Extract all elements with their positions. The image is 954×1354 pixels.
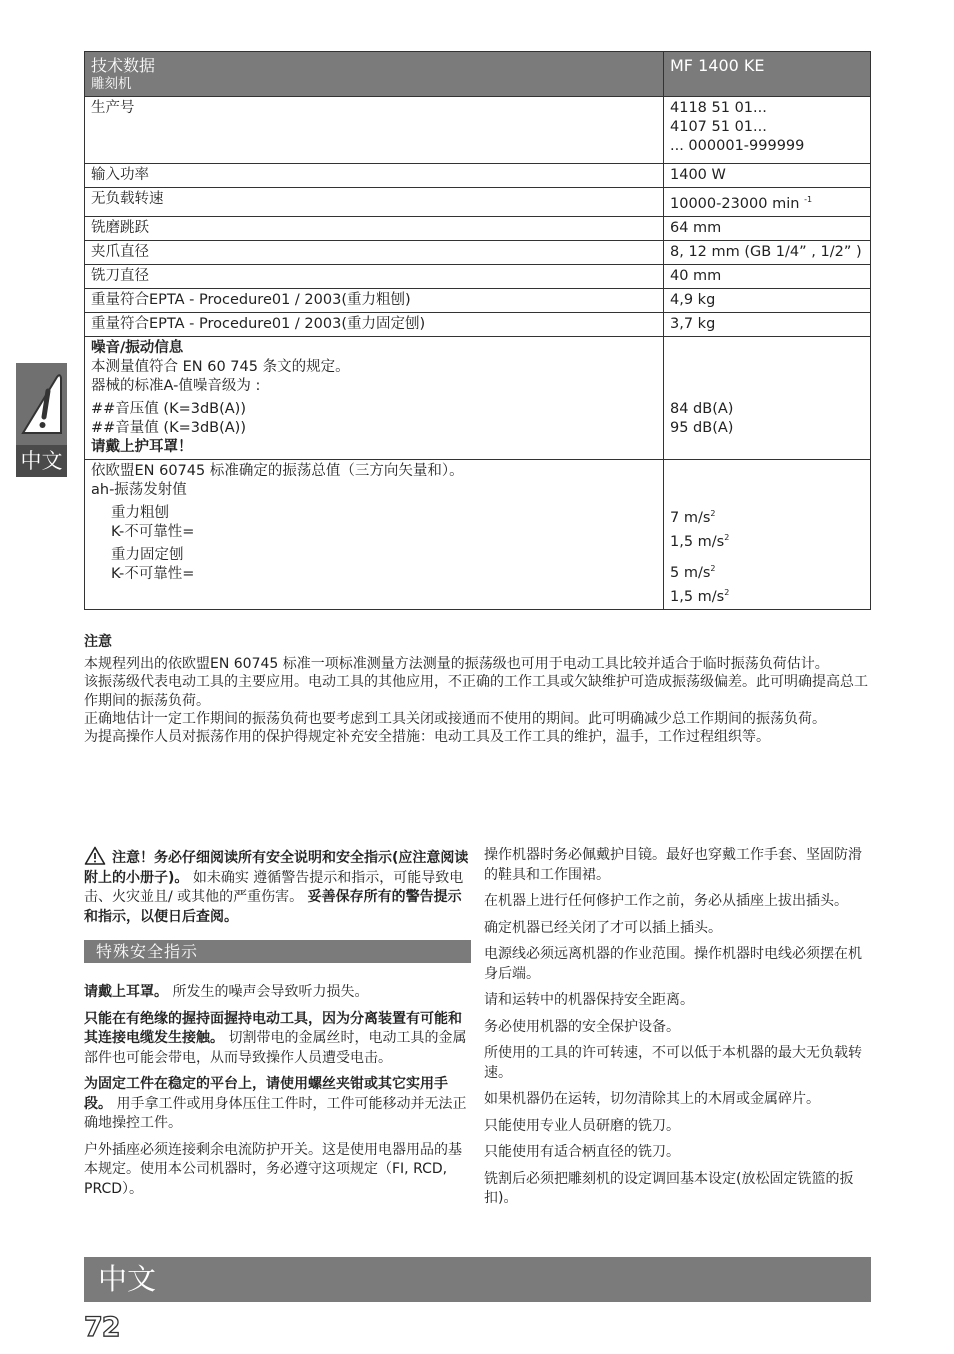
table-row: [85, 216, 871, 240]
spec-header-subtitle: 雕刻机: [91, 76, 132, 92]
safety-paragraph: 请戴上耳罩。 所发生的噪声会导致听力损失。: [84, 984, 369, 1000]
notes-paragraph: 正确地估计一定工作期间的振荡负荷也要考虑到工具关闭或接通而不使用的期间。此可明确减少总工作期间的振荡负荷。: [84, 710, 826, 727]
safety-paragraph: 确定机器已经关闭了才可以插上插头。: [484, 919, 722, 936]
spec-header-title-cell: [85, 52, 664, 97]
rough-routing-label: 重力粗刨: [111, 504, 169, 521]
safety-paragraph: 在机器上进行任何修护工作之前，务必从插座上拔出插头。: [484, 893, 848, 909]
general-warning: [84, 846, 471, 927]
row-value: 1400 W: [664, 164, 871, 188]
ear-protection-note: 请戴上护耳罩！: [91, 438, 193, 455]
notes-title: 注意: [84, 634, 112, 650]
vibration-emission-label: ah-振荡发射值: [91, 481, 187, 498]
part-number-2: 4107 51 01...: [670, 119, 767, 135]
part-number-1: 4118 51 01...: [670, 100, 767, 116]
table-row: [85, 188, 871, 217]
spec-header-title: 技术数据: [91, 56, 156, 75]
safety-paragraph: 请和运转中的机器保持安全距离。: [484, 992, 694, 1008]
row-label: 铣刀直径: [85, 264, 664, 288]
serial-range: ... 000001-999999: [670, 138, 805, 154]
uncertainty-value-1: 1,5 $m/s^2$: [670, 532, 730, 550]
sound-power-label: ##音量值 (K=3dB(A)): [91, 419, 246, 436]
sound-pressure-label: ##音压值 (K=3dB(A)): [91, 400, 246, 417]
spec-table: [84, 51, 871, 610]
table-row: [85, 164, 871, 188]
sound-pressure-value: 84 dB(A): [670, 400, 734, 417]
spec-header-model: MF 1400 KE: [670, 56, 765, 75]
fixed-routing-value: 5 $m/s^2$: [670, 564, 716, 582]
uncertainty-label-1: K-不可靠性=: [111, 523, 195, 540]
vibration-values-cell: [664, 459, 871, 609]
safety-paragraph: 为固定工件在稳定的平台上，请使用螺丝夹钳或其它实用手段。 用手拿工件或用身体压住工件时，工件可能移动并无法正确地操控工件。: [84, 1076, 467, 1131]
safety-paragraph: 只能在有绝缘的握持面握持电动工具，因为分离装置有可能和其连接电缆发生接触。 切割带电的金属丝时，电动工具的金属部件也可能会带电，从而导致操作人员遭受电击。: [84, 1010, 467, 1066]
warning-bold-text: 注意！务必仔细阅读所有安全说明和安全指示(应注意阅读附上的小册子)。: [84, 850, 469, 886]
page-number: 72: [84, 1312, 120, 1343]
safety-paragraph: 铣割后必须把雕刻机的设定调回基本设定(放松固定铣篮的扳扣)。: [484, 1170, 854, 1206]
table-row: [85, 97, 871, 164]
safety-paragraph: 只能使用专业人员研磨的铣刀。: [484, 1117, 680, 1134]
safety-paragraph: 务必使用机器的安全保护设备。: [484, 1018, 680, 1035]
notes-paragraph: 本规程列出的依欧盟EN 60745 标准一项标准测量方法测量的振荡级也可用于电动工具比较并适合于临时振荡负荷估计。: [84, 656, 829, 673]
side-tab-label: 中文: [16, 445, 67, 477]
speed-value: 10000-23000 min: [670, 195, 800, 212]
warning-triangle-icon: [84, 846, 106, 865]
vibration-info-cell: [85, 459, 664, 609]
uncertainty-value-2: 1,5 $m/s^2$: [670, 588, 730, 606]
row-label: 生产号: [85, 97, 664, 164]
safety-paragraph: 如果机器仍在运转，切勿清除其上的木屑或金属碎片。: [484, 1091, 820, 1107]
language-side-tab: [16, 363, 67, 477]
section-header-special-safety: 特殊安全指示: [84, 940, 471, 963]
table-row: [85, 312, 871, 336]
noise-title: 噪音/振动信息: [91, 339, 184, 356]
row-label: 重量符合EPTA - Procedure01 / 2003(重力粗刨): [85, 288, 664, 312]
safety-paragraph: 户外插座必须连接剩余电流防护开关。这是使用电器用品的基本规定。使用本公司机器时，务必遵守这项规定（FI, RCD, PRCD）。: [84, 1141, 462, 1197]
row-value: [664, 188, 871, 217]
row-value: 4,9 kg: [664, 288, 871, 312]
rough-routing-value: 7 $m/s^2$: [670, 508, 716, 526]
safety-paragraph: 只能使用有适合柄直径的铣刀。: [484, 1144, 680, 1160]
table-row: [85, 264, 871, 288]
table-row: [85, 288, 871, 312]
uncertainty-label-2: K-不可靠性=: [111, 565, 195, 582]
fixed-routing-label: 重力固定刨: [111, 546, 184, 563]
row-value: 3,7 kg: [664, 312, 871, 336]
noise-values-cell: [664, 336, 871, 459]
row-value: 64 mm: [664, 216, 871, 240]
notes-paragraph: 该振荡级代表电动工具的主要应用。电动工具的其他应用，不正确的工作工具或欠缺维护可造成振荡级偏差。此可明确提高总工作期间的振荡负荷。: [84, 674, 868, 709]
spec-table-header: [85, 52, 871, 97]
vibration-row: [85, 459, 871, 609]
row-label: 无负载转速: [85, 188, 664, 217]
table-row: [85, 240, 871, 264]
warning-keep-text: 妥善保存所有的警告提示和指示，以便日后查阅。: [84, 889, 462, 925]
safety-left-column: [84, 846, 471, 1206]
notes-paragraph: 为提高操作人员对振荡作用的保护得规定补充安全措施：电动工具及工作工具的维护，温手，工作过程组织等。: [84, 729, 770, 746]
noise-info-cell: [85, 336, 664, 459]
sound-power-value: 95 dB(A): [670, 419, 734, 436]
safety-paragraph: 所使用的工具的许可转速，不可以低于本机器的最大无负载转速。: [484, 1045, 862, 1081]
row-label: 重量符合EPTA - Procedure01 / 2003(重力固定刨): [85, 312, 664, 336]
row-label: 输入功率: [85, 164, 664, 188]
noise-level-text: 器械的标准A-值噪音级为 :: [91, 377, 261, 394]
row-label: 夹爪直径: [85, 240, 664, 264]
row-value: 40 mm: [664, 264, 871, 288]
spec-header-model-cell: [664, 52, 871, 97]
notes-section: [84, 633, 874, 746]
noise-row: [85, 336, 871, 459]
safety-right-column: [484, 846, 874, 1216]
noise-standard-text: 本测量值符合 EN 60 745 条文的规定。: [91, 358, 350, 375]
warning-normal-text: 如未确实 遵循警告提示和指示，可能导致电击、火灾並且/ 或其他的严重伤害。: [84, 869, 464, 905]
safety-paragraph: 操作机器时务必佩戴护目镜。最好也穿戴工作手套、坚固防滑的鞋具和工作围裙。: [484, 847, 862, 883]
safety-paragraph: 电源线必须远离机器的作业范围。操作机器时电线必须摆在机身后端。: [484, 946, 862, 982]
warning-exclamation-icon: [20, 373, 63, 445]
row-label: 铣磨跳跃: [85, 216, 664, 240]
speed-unit-exponent: -1: [804, 195, 813, 204]
row-value: 8, 12 mm (GB 1/4” , 1/2” ): [664, 240, 871, 264]
language-footer-bar: 中文: [84, 1257, 871, 1302]
vibration-standard-text: 依欧盟EN 60745 标准确定的振荡总值（三方向矢量和）。: [91, 462, 464, 479]
row-value: [664, 97, 871, 164]
